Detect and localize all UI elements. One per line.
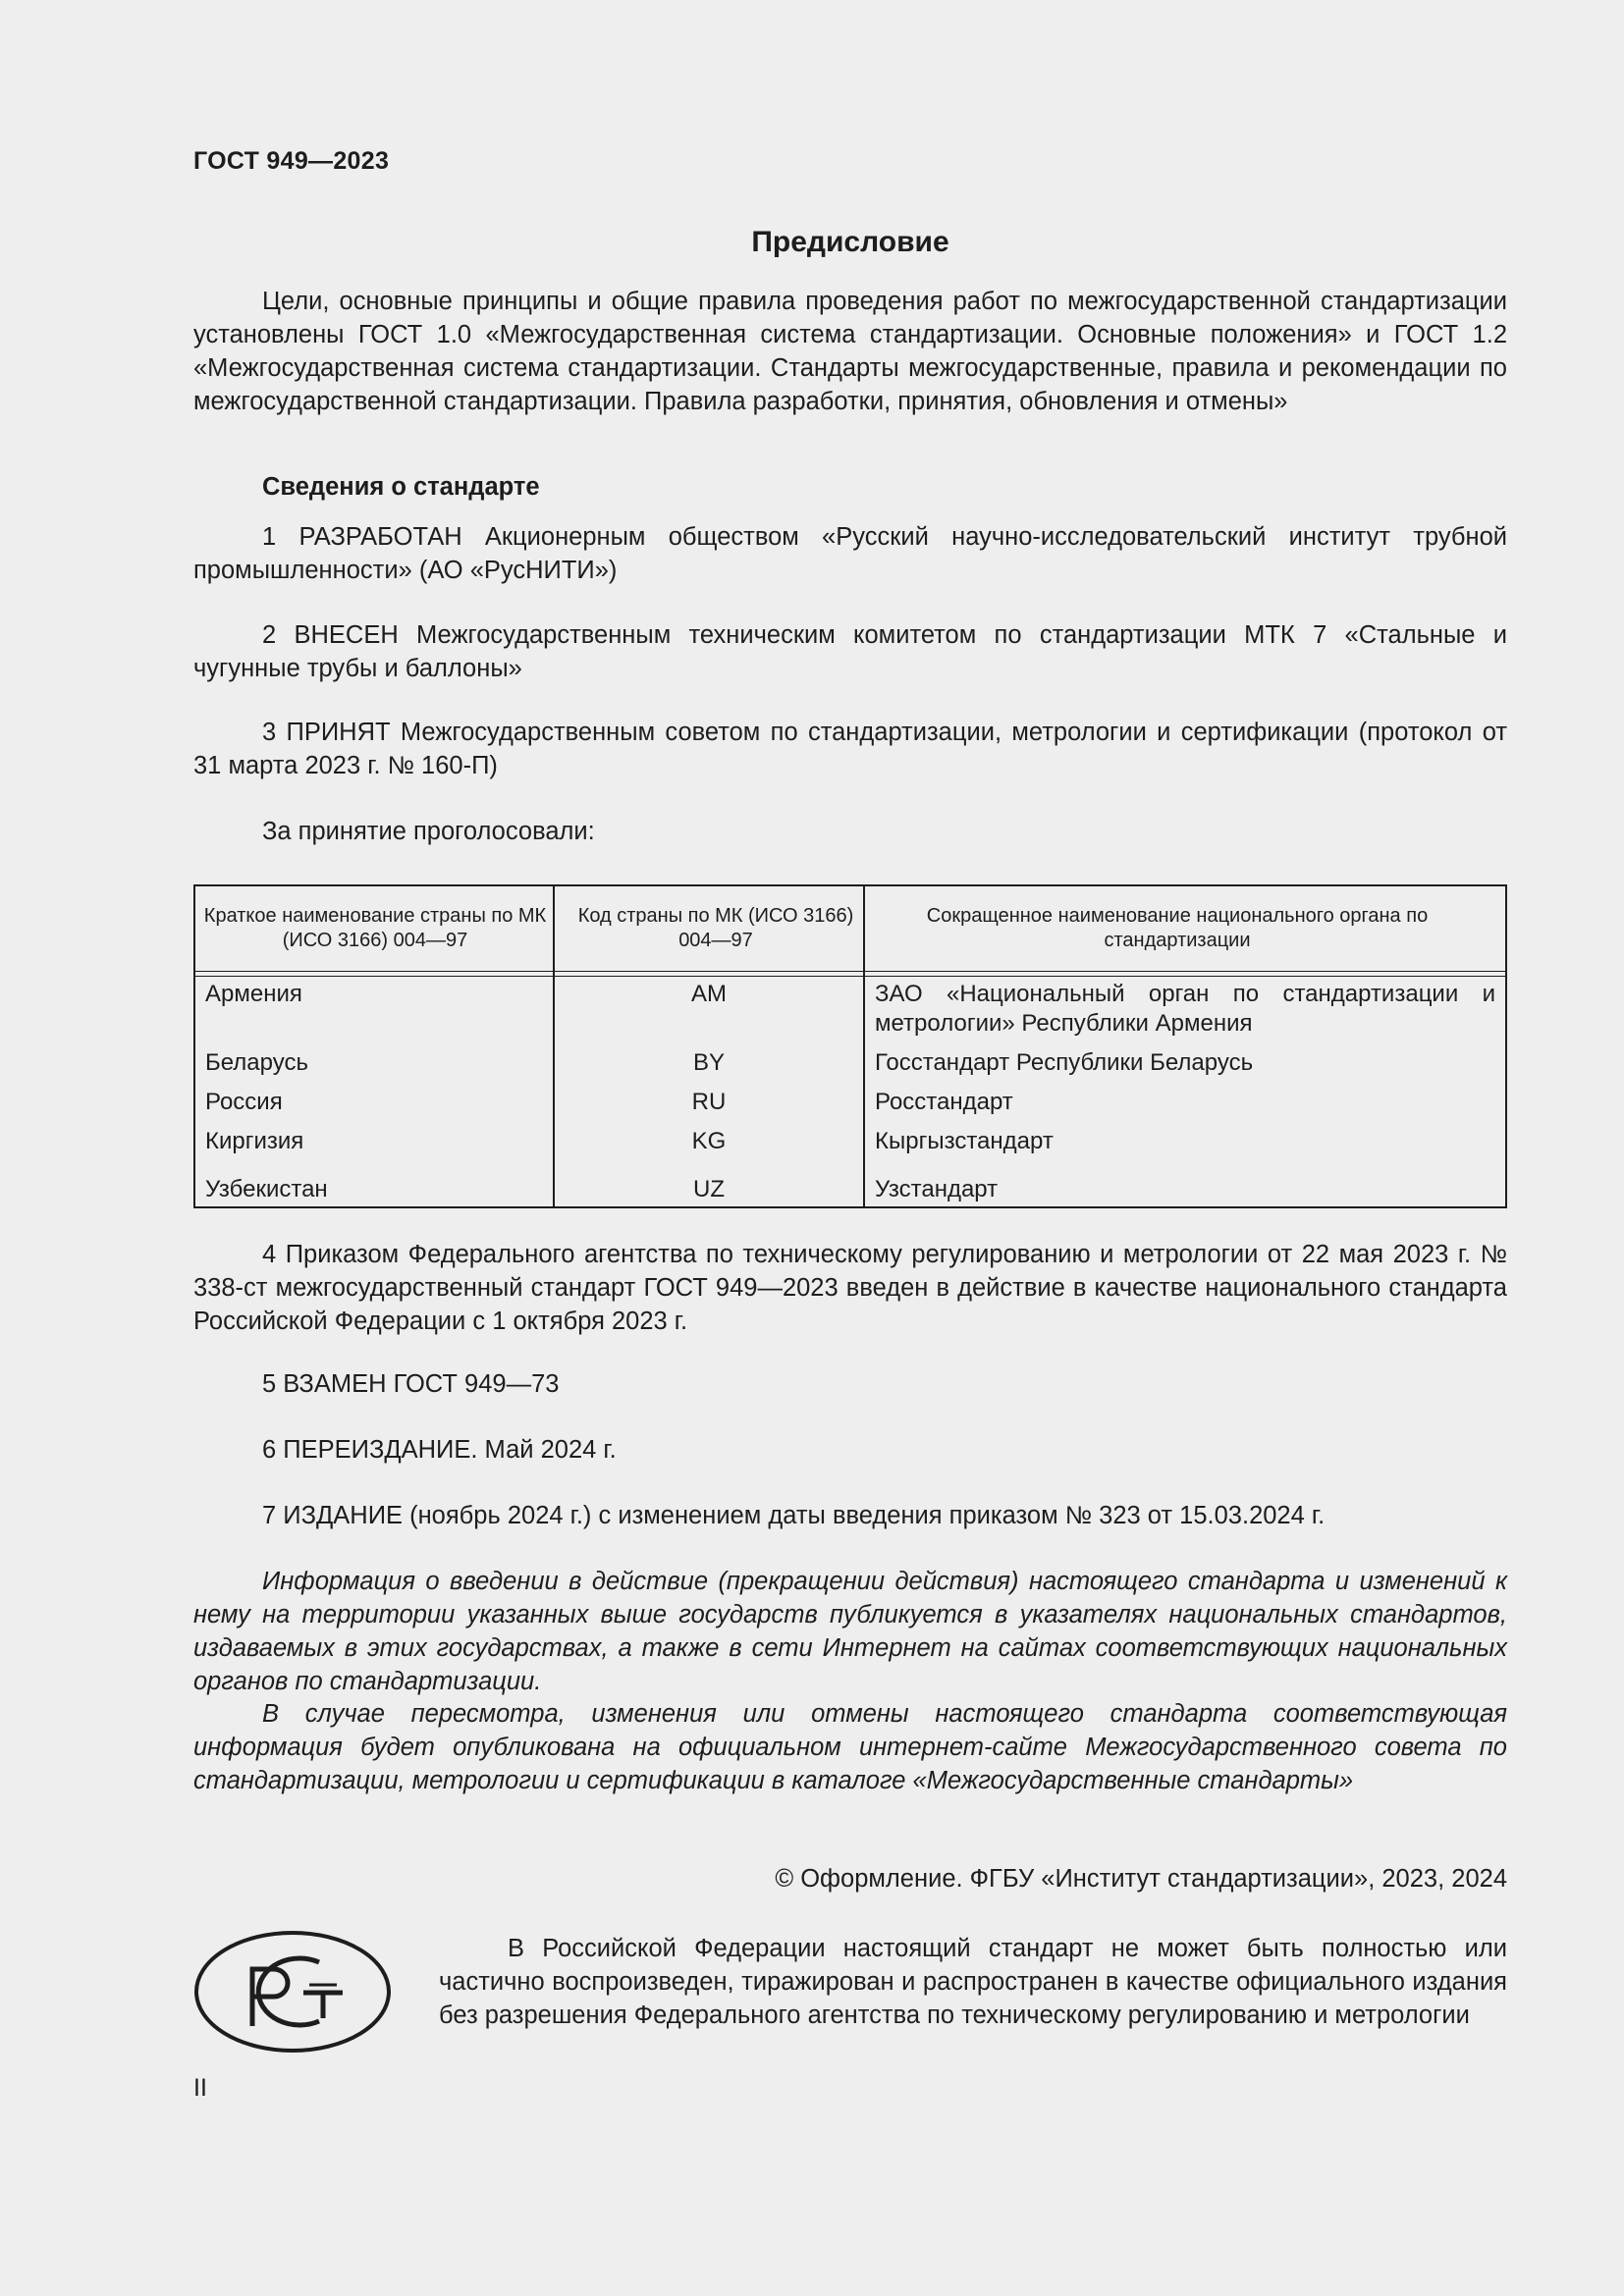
item-edition: 7 ИЗДАНИЕ (ноябрь 2024 г.) с изменением даты введения приказом № 323 от 15.03.2024 г. (262, 1502, 1326, 1529)
table-cell-body: Узстандарт (875, 1176, 999, 1202)
table-cell-country: Россия (205, 1089, 283, 1115)
page-title: Предисловие (751, 226, 949, 258)
item-submitted-by: 2 ВНЕСЕН Межгосударственным техническим комитетом по стандартизации МТК 7 «Стальные и чугунные трубы и баллоны» (193, 621, 1507, 682)
table-cell-country: Киргизия (205, 1128, 304, 1154)
copyright-line: © Оформление. ФГБУ «Институт стандартизации», 2023, 2024 (775, 1865, 1507, 1893)
table-cell-code: KG (691, 1128, 727, 1154)
page-number: II (193, 2074, 207, 2102)
voting-countries-table (193, 884, 1507, 1208)
table-header (195, 886, 1505, 972)
intro-paragraph: Цели, основные принципы и общие правила проведения работ по межгосударственной стандартизации установлены ГОСТ 1.0 «Межгосударственная система стандартизации. Основные положения» и ГОСТ 1.2 «Межгосударственная система стандартизации. Стандарты межгосударственные, правила и рекомендации по межгосударственной стандартизации. Правила разработки, принятия, обновления и отмены» (193, 288, 1507, 415)
column-header-code: Код страны по МК (ИСО 3166) 004—97 (577, 905, 854, 951)
vote-intro: За принятие проголосовали: (262, 818, 595, 845)
table-cell-body: ЗАО «Национальный орган по стандартизации и метрологии» Республики Армения (875, 981, 1495, 1037)
document-page (193, 0, 1507, 2296)
item-enacted-by: 4 Приказом Федерального агентства по техническому регулированию и метрологии от 22 мая 2023 г. № 338-ст межгосударственный стандарт ГОСТ 949—2023 введен в действие в качестве национального стандарта Российской Федерации с 1 октября 2023 г. (193, 1241, 1507, 1335)
table-cell-country: Узбекистан (205, 1176, 328, 1202)
reproduction-notice: В Российской Федерации настоящий стандарт не может быть полностью или частично воспроизведен, тиражирован и распространен в качестве официального издания без разрешения Федерального агентства по техническому регулированию и метрологии (439, 1935, 1507, 2029)
column-divider (553, 886, 555, 1206)
item-developed-by: 1 РАЗРАБОТАН Акционерным обществом «Русский научно-исследовательский институт трубной промышленности» (АО «РусНИТИ») (193, 523, 1507, 584)
column-header-body: Сокращенное наименование национального органа по стандартизации (926, 905, 1429, 951)
table-cell-code: BY (692, 1049, 725, 1076)
column-header-country: Краткое наименование страны по МК (ИСО 3166) 004—97 (203, 905, 547, 951)
table-cell-body: Кыргызстандарт (875, 1128, 1054, 1154)
item-replaces: 5 ВЗАМЕН ГОСТ 949—73 (262, 1370, 560, 1398)
rst-certification-mark-icon (193, 1930, 392, 2054)
document-code: ГОСТ 949—2023 (193, 147, 390, 175)
item-adopted-by: 3 ПРИНЯТ Межгосударственным советом по стандартизации, метрологии и сертификации (протокол от 31 марта 2023 г. № 160-П) (193, 719, 1507, 779)
standard-info-heading: Сведения о стандарте (262, 473, 540, 501)
rst-logo-graphic (193, 1930, 392, 2054)
table-cell-body: Госстандарт Республики Беларусь (875, 1049, 1254, 1076)
info-note-revision: В случае пересмотра, изменения или отмены настоящего стандарта соответствующая информация будет опубликована на официальном интернет-сайте Межгосударственного совета по стандартизации, метрологии и сертификации в каталоге «Межгосударственные стандарты» (193, 1700, 1507, 1794)
table-cell-code: RU (691, 1089, 727, 1115)
info-note-publication: Информация о введении в действие (прекращении действия) настоящего стандарта и изменений к нему на территории указанных выше государств публикуется в указателях национальных стандартов, издаваемых в этих государствах, а также в сети Интернет на сайтах соответствующих национальных органов по стандартизации. (193, 1568, 1507, 1695)
column-divider (863, 886, 865, 1206)
table-cell-code: AM (691, 981, 727, 1007)
table-cell-country: Армения (205, 981, 302, 1007)
table-cell-code: UZ (693, 1176, 725, 1202)
table-cell-body: Росстандарт (875, 1089, 1013, 1115)
item-reissue: 6 ПЕРЕИЗДАНИЕ. Май 2024 г. (262, 1436, 617, 1464)
table-cell-country: Беларусь (205, 1049, 308, 1076)
